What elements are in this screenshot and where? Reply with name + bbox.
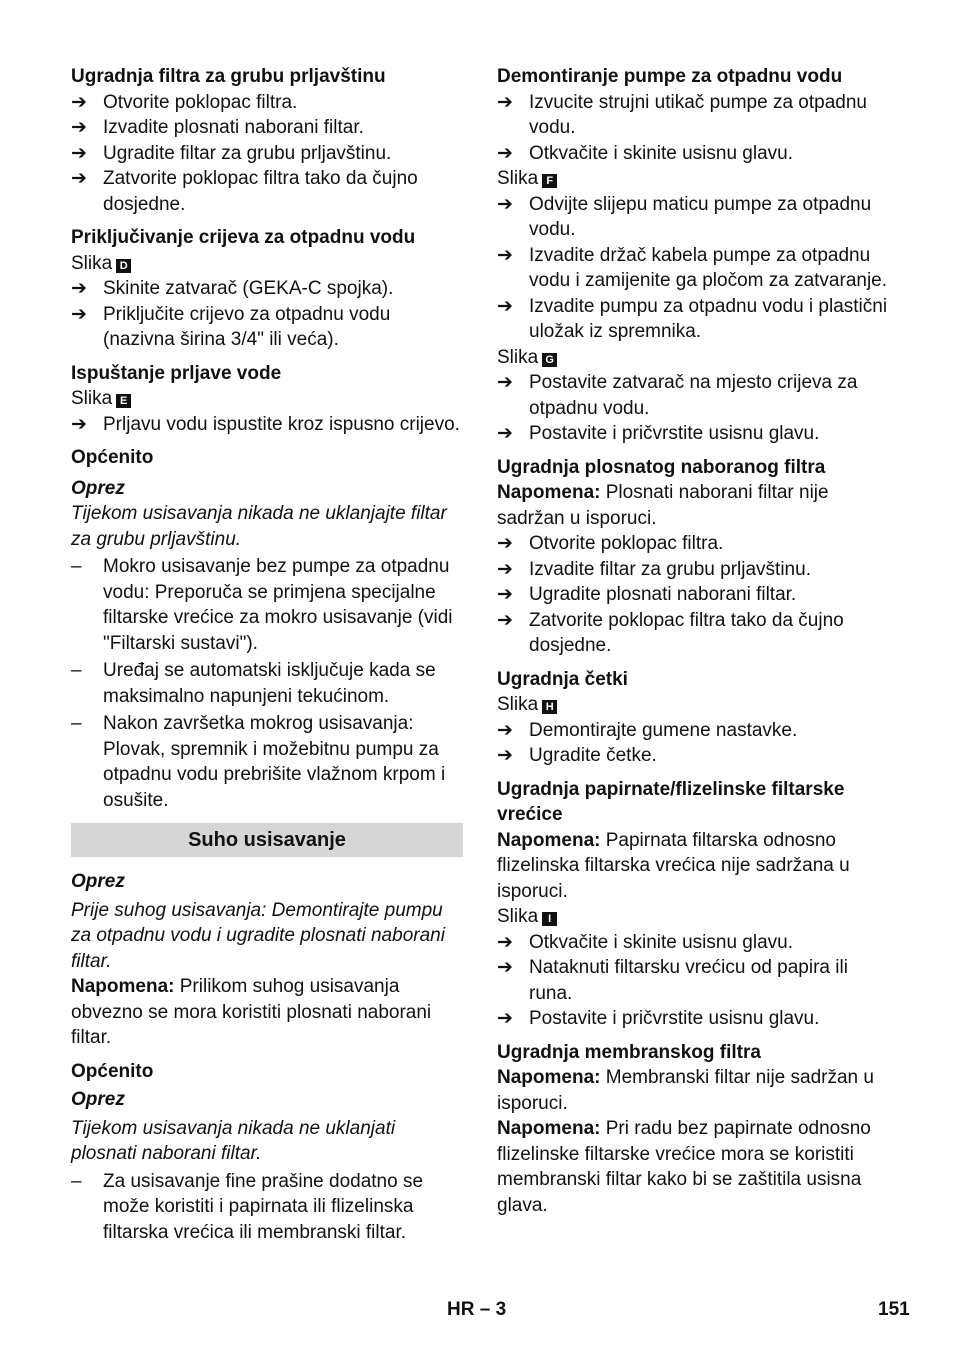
arrow-icon: ➔ [497,558,513,580]
list-item: ➔ Skinite zatvarač (GEKA-C spojka). [71,276,463,302]
figure-ref: Slika G [497,345,889,371]
caution-text: Tijekom usisavanja nikada ne uklanjati plosnati naborani filtar. [71,1117,396,1164]
caution-text: Tijekom usisavanja nikada ne uklanjajte filtar za grubu prljavštinu. [71,503,447,550]
arrow-icon: ➔ [497,745,513,766]
arrow-icon: ➔ [71,413,87,435]
list-item: ➔ Postavite i pričvrstite usisnu glavu. [497,421,889,447]
heading: Ugradnja plosnatog naboranog filtra [497,456,826,478]
list-item: ➔ Otkvačite i skinite usisnu glavu. [497,930,889,956]
figure-ref: Slika E [71,386,463,412]
section-coarse-filter [71,64,463,217]
list-item: – Mokro usisavanje bez pumpe za otpadnu vodu: Preporuča se primjena specijalne filtarske vrećice za mokro usisavanje (vidi "Filtarski sustavi"). [71,556,453,654]
section-hose [71,225,463,353]
list-item: ➔ Postavite i pričvrstite usisnu glavu. [497,1006,889,1032]
list-item: ➔ Demontirajte gumene nastavke. [497,718,889,744]
note: Napomena: Membranski filtar nije sadržan u isporuci. [497,1067,874,1114]
list-item: ➔ Postavite zatvarač na mjesto crijeva za otpadnu vodu. [497,372,858,419]
figure-ref: Slika D [71,251,463,277]
list-item: ➔ Izvucite strujni utikač pumpe za otpadnu vodu. [497,91,867,138]
note: Napomena: Papirnata filtarska odnosno flizelinska filtarska vrećica nije sadržana u isporuci. [497,829,850,902]
arrow-icon: ➔ [497,193,513,215]
figure-badge: H [542,700,557,714]
arrow-icon: ➔ [71,168,87,189]
caution-label: Oprez [71,871,125,892]
note: Napomena: Pri radu bez papirnate odnosno flizelinske filtarske vrećice mora se koristiti membranski filtar kako bi se zaštitila usisna glava. [497,1118,871,1216]
heading: Ugradnja četki [497,668,628,690]
arrow-icon: ➔ [71,91,87,113]
caution-label: Oprez [71,477,125,499]
list-item: ➔ Ugradite četke. [497,743,889,769]
list-item: – Za usisavanje fine prašine dodatno se može koristiti i papirnata ili flizelinska filtarska vrećica ili membranski filtar. [71,1170,424,1243]
arrow-icon: ➔ [71,278,87,299]
list-item: ➔ Prljavu vodu ispustite kroz ispusno crijevo. [71,412,463,438]
section-brushes [497,667,889,769]
section-drain [71,361,463,438]
caution-label: Oprez [71,1089,125,1110]
list-item: – Uređaj se automatski isključuje kada se maksimalno napunjeni tekućinom. [71,660,436,707]
list-item: ➔ Ugradite filtar za grubu prljavštinu. [71,141,463,167]
arrow-icon: ➔ [497,295,513,317]
arrow-icon: ➔ [497,931,513,953]
heading: Općenito [71,447,154,468]
section-dry-caution [71,869,463,1051]
figure-badge: E [116,394,131,408]
list-item: ➔ Otkvačite i skinite usisnu glavu. [497,141,889,167]
arrow-icon: ➔ [497,719,513,741]
section-general-dry [71,1059,463,1246]
figure-ref: Slika I [497,904,889,930]
figure-badge: D [116,259,131,273]
list-item: ➔ Izvadite filtar za grubu prljavštinu. [497,557,889,583]
arrow-icon: ➔ [497,91,513,113]
arrow-icon: ➔ [71,303,87,325]
list-item: ➔ Izvadite pumpu za otpadnu vodu i plastični uložak iz spremnika. [497,295,888,342]
heading: Ugradnja membranskog filtra [497,1041,761,1063]
arrow-icon: ➔ [497,244,513,266]
arrow-icon: ➔ [497,142,513,164]
arrow-icon: ➔ [497,1008,513,1029]
figure-badge: G [542,353,557,367]
list-item: – Nakon završetka mokrog usisavanja: Plovak, spremnik i možebitnu pumpu za otpadnu vodu prebrišite vlažnom krpom i osušite. [71,713,446,811]
list-item: ➔ Otvorite poklopac filtra. [497,531,889,557]
arrow-icon: ➔ [497,372,513,393]
figure-badge: F [542,174,557,188]
arrow-icon: ➔ [497,957,513,978]
heading: Ispuštanje prljave vode [71,362,282,384]
arrow-icon: ➔ [497,609,513,631]
heading: Općenito [71,1060,154,1082]
arrow-icon: ➔ [497,533,513,554]
footer-language-code: HR – 3 [447,1299,507,1320]
list-item: ➔ Izvadite plosnati naborani filtar. [71,115,463,141]
list-item: ➔ Zatvorite poklopac filtra tako da čujno dosjedne. [497,609,844,656]
figure-ref: Slika F [497,166,889,192]
arrow-icon: ➔ [71,142,87,164]
left-column [71,64,463,1245]
list-item: ➔ Odvijte slijepu maticu pumpe za otpadnu vodu. [497,193,872,240]
list-item: ➔ Izvadite držač kabela pumpe za otpadnu vodu i zamijenite ga pločom za zatvaranje. [497,244,888,291]
section-flat-filter [497,455,889,659]
heading: Ugradnja papirnate/flizelinske filtarske vrećice [497,778,845,825]
figure-badge: I [542,912,557,926]
figure-ref: Slika H [497,692,889,718]
right-column [497,64,889,1218]
heading: Priključivanje crijeva za otpadnu vodu [71,227,416,248]
page-number: 151 [878,1299,910,1320]
list-item: ➔ Otvorite poklopac filtra. [71,90,463,116]
list-item: ➔ Zatvorite poklopac filtra tako da čujno dosjedne. [71,168,418,215]
section-filter-bag [497,777,889,1032]
caution-text: Prije suhog usisavanja: Demontirajte pumpu za otpadnu vodu i ugradite plosnati naborani filtar. [71,899,445,972]
arrow-icon: ➔ [497,423,513,444]
section-pump-removal [497,64,889,447]
section-general [71,445,463,813]
list-item: ➔ Priključite crijevo za otpadnu vodu (nazivna širina 3/4" ili veća). [71,303,391,350]
section-membrane-filter [497,1040,889,1219]
list-item: ➔ Nataknuti filtarsku vrećicu od papira ili runa. [497,957,848,1004]
note: Napomena: Plosnati naborani filtar nije sadržan u isporuci. [497,482,829,529]
arrow-icon: ➔ [71,117,87,138]
heading: Demontiranje pumpe za otpadnu vodu [497,66,843,87]
heading: Ugradnja filtra za grubu prljavštinu [71,66,386,87]
arrow-icon: ➔ [497,584,513,605]
section-banner: Suho usisavanje [71,823,463,857]
list-item: ➔ Ugradite plosnati naborani filtar. [497,582,889,608]
note: Napomena: Prilikom suhog usisavanja obvezno se mora koristiti plosnati naborani filtar. [71,976,432,1048]
